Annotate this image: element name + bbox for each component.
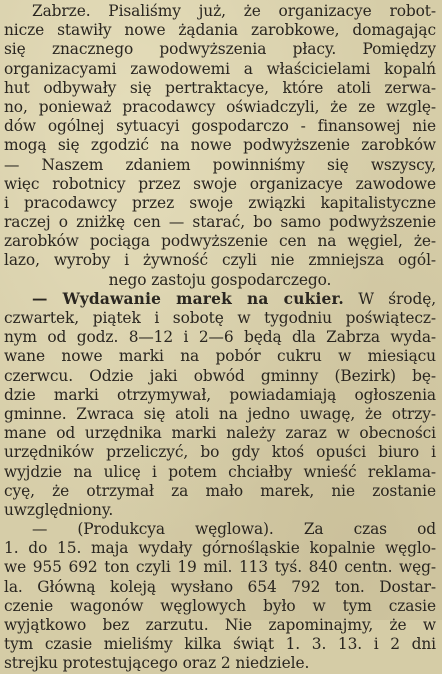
article-coal-production xyxy=(4,520,436,674)
text-line: tym czasie mieliśmy kilka świąt 1. 3. 13. i 2 dni xyxy=(4,635,436,654)
text-line: we 955 692 ton czyli 19 mil. 113 tyś. 840 centn. węg- xyxy=(4,558,436,577)
article-first-line xyxy=(4,520,436,539)
text-line: czerwcu. Odzie jaki obwód gminny (Bezirk) bę- xyxy=(4,366,436,385)
text-line: 1. do 15. maja wydały górnośląskie kopalnie węglo- xyxy=(4,539,436,558)
text-line: dów ogólnej sytuacyi gospodarczo - finansowej nie xyxy=(4,117,436,136)
text-line: hut odbywały się pertraktacye, które atoli zerwa- xyxy=(4,78,436,97)
text-line: wane nowe marki na pobór cukru w miesiącu xyxy=(4,347,436,366)
article-zabrze-wages xyxy=(4,2,436,290)
text-line: wyjątkowo bez zarzutu. Nie zapominajmy, że w xyxy=(4,616,436,634)
text-line: strejku protestującego oraz 2 niedziele. xyxy=(4,654,310,673)
article-heading: — Wydawanie marek na cukier. xyxy=(32,289,344,308)
article-first-line xyxy=(4,290,436,309)
text-line: nym od godz. 8—12 i 2—6 będą dla Zabrza wyda- xyxy=(4,328,436,347)
text-line: wyjdzie na ulicę i potem chciałby wnieść reklama- xyxy=(4,462,436,481)
text-line: lazo, wyroby i żywność czyli nie zmniejsza ogól- xyxy=(4,251,436,270)
text-line: nego zastoju gospodarczego. xyxy=(108,270,332,289)
text-line: cyę, że otrzymał za mało marek, nie zostanie xyxy=(4,481,436,500)
text-line: urzędników przeliczyć, bo gdy ktoś opuści biuro i xyxy=(4,443,436,462)
text-fragment: Za czas od xyxy=(273,520,436,539)
text-line: zarobków pociąga podwyższenie cen na węgiel, że- xyxy=(4,232,436,251)
text-line: — Naszem zdaniem powinniśmy się wszyscy, xyxy=(4,155,436,174)
text-line: mogą się zgodzić na nowe podwyższenie zarobków xyxy=(4,136,436,155)
text-line: raczej o zniżkę cen — starać, bo samo podwyższenie xyxy=(4,213,436,232)
text-line: no, ponieważ pracodawcy oświadczyli, że ze wzglę- xyxy=(4,97,436,116)
text-line: się znacznego podwyższenia płacy. Pomiędzy xyxy=(4,40,436,59)
text-line: czenie wagonów węglowych było w tym czasie xyxy=(4,596,436,615)
text-line: uwzględniony. xyxy=(4,500,114,519)
text-line: gminne. Zwraca się atoli na jedno uwagę, że otrzy- xyxy=(4,404,436,423)
text-column xyxy=(4,2,436,674)
text-line: nicze stawiły nowe żądania zarobkowe, domagając xyxy=(4,21,436,40)
text-line: więc robotnicy przez swoje organizacye zawodowe xyxy=(4,174,436,193)
article-heading: — (Produkcya węglowa). xyxy=(32,520,274,539)
text-line: czwartek, piątek i sobotę w tygodniu poświątecz- xyxy=(4,309,436,327)
article-sugar-stamps xyxy=(4,290,436,520)
text-line: dzie marki otrzymywał, powiadamiają ogłoszenia xyxy=(4,385,436,404)
text-line: organizacyami zawodowemi a właścicielami kopalń xyxy=(4,59,436,78)
text-line: mane od urzędnika marki należy zaraz w obecności xyxy=(4,424,436,443)
text-line: Zabrze. Pisaliśmy już, że organizacye robot- xyxy=(32,2,436,20)
text-line: i pracodawcy przez swoje związki kapitalistyczne xyxy=(4,193,436,212)
text-fragment: W środę, xyxy=(343,289,436,308)
text-line: la. Główną koleją wysłano 654 792 ton. Dostar- xyxy=(4,577,436,596)
